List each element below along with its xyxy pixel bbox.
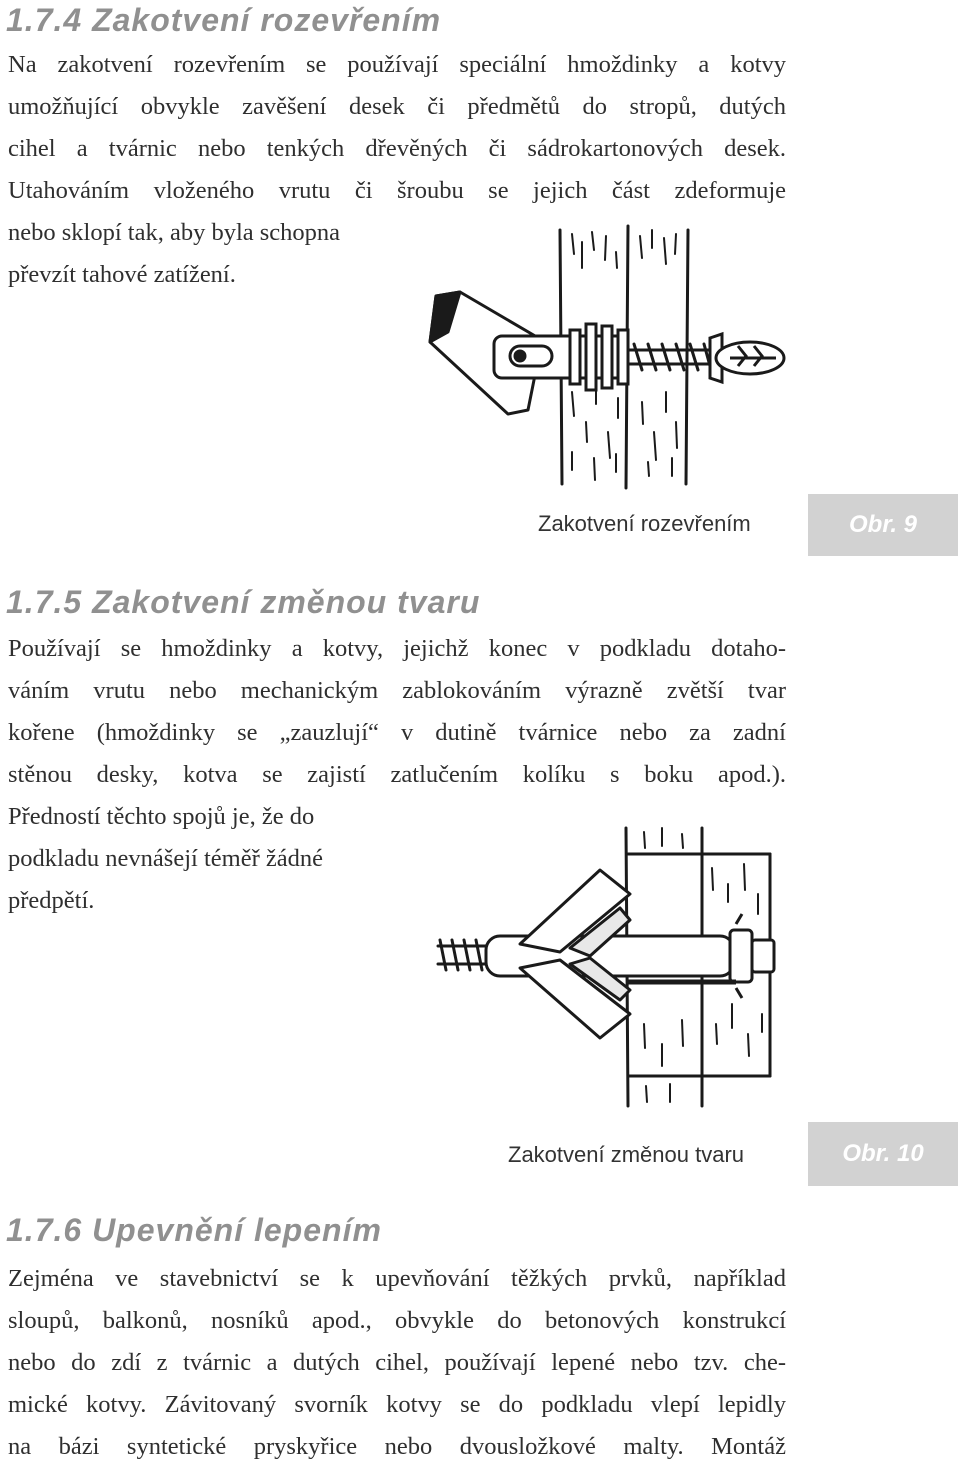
paragraph-line: Na zakotvení rozevřením se používají speciální hmoždinky a kotvy: [8, 51, 786, 78]
paragraph-line: Utahováním vloženého vrutu či šroubu se jejich část zdeformuje: [8, 177, 786, 204]
paragraph-line: nebo sklopí tak, aby byla schopna: [8, 219, 341, 246]
toggle-anchor-illustration: [420, 222, 800, 492]
paragraph-line: kořene (hmoždinky se „zauzlují“ v dutině tvárnice nebo za zadní: [8, 719, 786, 746]
figure-label-badge: Obr. 9: [808, 494, 958, 556]
paragraph-line: Používají se hmoždinky a kotvy, jejichž konec v podkladu dotaho-: [8, 635, 786, 662]
section-heading-1-7-4: 1.7.4 Zakotvení rozevřením: [6, 2, 442, 38]
paragraph-line: Zejména ve stavebnictví se k upevňování těžkých prvků, například: [8, 1265, 786, 1292]
paragraph-line: sloupů, balkonů, nosníků apod., obvykle do betonových konstrukcí: [8, 1307, 786, 1334]
paragraph-line: cihel a tvárnic nebo tenkých dřevěných či sádrokartonových desek.: [8, 135, 786, 162]
figure-caption: Zakotvení rozevřením: [538, 511, 751, 536]
paragraph-line: převzít tahové zatížení.: [8, 261, 236, 288]
figure-label-badge: Obr. 10: [808, 1122, 958, 1186]
paragraph-line: mické kotvy. Závitovaný svorník kotvy se do podkladu vlepí lepidly: [8, 1391, 786, 1418]
section-heading-1-7-5: 1.7.5 Zakotvení změnou tvaru: [6, 584, 481, 620]
figure-caption: Zakotvení změnou tvaru: [508, 1142, 745, 1167]
paragraph-line: předpětí.: [8, 887, 95, 914]
hollow-wall-anchor-illustration: [430, 824, 800, 1110]
paragraph-line: stěnou desky, kotva se zajistí zatlučením kolíku s boku apod.).: [8, 761, 786, 788]
paragraph-line: nebo do zdí z tvárnic a dutých cihel, používají lepené nebo tzv. che-: [8, 1349, 786, 1376]
section-heading-1-7-6: 1.7.6 Upevnění lepením: [6, 1212, 382, 1248]
paragraph-line: na bázi syntetické pryskyřice nebo dvousložkové malty. Montáž: [8, 1433, 786, 1460]
paragraph-line: váním vrutu nebo mechanickým zablokováním výrazně zvětší tvar: [8, 677, 786, 704]
paragraph-line: Předností těchto spojů je, že do: [8, 803, 315, 830]
section-paragraph-1-7-6: [8, 1258, 786, 1468]
paragraph-line: umožňující obvykle zavěšení desek či předmětů do stropů, dutých: [8, 93, 786, 120]
paragraph-line: podkladu nevnášejí téměř žádné: [8, 845, 323, 872]
